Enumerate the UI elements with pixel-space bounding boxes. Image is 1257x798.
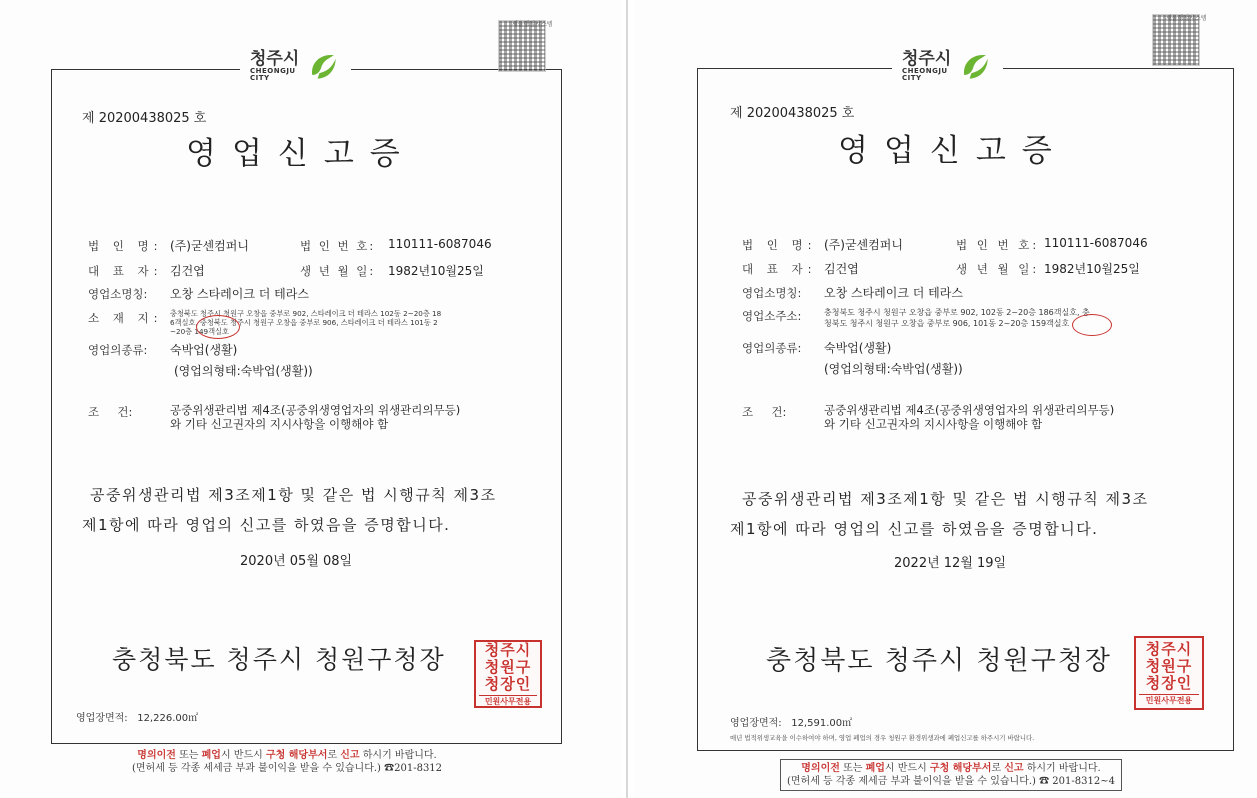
logo-english-1: CHEONGJU <box>902 67 948 75</box>
seal-line-1: 청주시 <box>1145 639 1193 658</box>
biz-name-label: 영업소명칭: <box>88 287 148 301</box>
issue-date: 2022년 12월 19일 <box>894 556 1007 571</box>
qr-label: 새올행정시스템 <box>512 21 553 28</box>
corp-name-value: (주)굳센컴퍼니 <box>824 238 903 252</box>
biz-name-label: 영업소명칭: <box>742 286 802 300</box>
corp-no-value: 110111-6087046 <box>388 237 492 251</box>
footer-line-2: (면허세 등 각종 세세금 부과 불이익을 받을 수 있습니다.) ☎201-8312 <box>132 763 443 774</box>
rep-value: 김건엽 <box>170 264 205 278</box>
cheongju-logo <box>240 48 351 84</box>
business-type-value: 숙박업(생활) <box>170 343 238 357</box>
seal-bottom: 민원사무전용 <box>1139 694 1198 706</box>
certification-line-2: 제1항에 따라 영업의 신고를 하였음을 증명합니다. <box>730 520 1099 538</box>
hygiene-education-notice: 매년 법적위생교육을 이수하여야 하며, 영업 폐업의 경우 청원구 환경위생과에 폐업신고를 하주시기 바랍니다. <box>730 734 1035 742</box>
logo-english-1: CHEONGJU <box>250 67 296 75</box>
corp-name-value: (주)굳센컴퍼니 <box>170 239 249 253</box>
logo-english-2: CITY <box>250 74 270 82</box>
page-divider <box>626 0 628 798</box>
seal-line-2: 청원구 <box>1145 656 1193 675</box>
condition-label: 조 건: <box>88 405 133 419</box>
business-type-label: 영업의종류: <box>88 343 148 357</box>
business-type-label: 영업의종류: <box>742 341 802 355</box>
business-form-value: (영업의형태:숙박업(생활)) <box>824 362 963 376</box>
seal-bottom: 민원사무전용 <box>479 695 537 707</box>
seal-line-3: 청장인 <box>1145 673 1193 692</box>
issuer-name: 충청북도 청주시 청원구청장 <box>112 645 446 674</box>
condition-line-1: 공중위생관리법 제4조(공중위생영업자의 위생관리의무등) <box>824 403 1115 417</box>
certificate-page-left <box>0 0 622 798</box>
official-seal <box>1134 636 1204 710</box>
certification-line-1: 공중위생관리법 제3조제1항 및 같은 법 시행규칙 제3조 <box>742 490 1149 508</box>
footer-notice <box>780 759 1122 791</box>
qr-label: 새올행정시스템 <box>1166 15 1207 22</box>
cheongju-logo <box>892 48 1003 84</box>
certification-line-2: 제1항에 따라 영업의 신고를 하였음을 증명합니다. <box>82 516 451 534</box>
room-count-circle <box>1072 314 1112 336</box>
business-area: 영업장면적: 12,226.00㎡ <box>76 713 199 724</box>
corp-no-label: 법 인 번 호: <box>956 238 1040 252</box>
address-line-1: 충청북도 청주시 청원구 오창읍 중부로 902, 102동 2~20층 186객실호, 충 <box>824 308 1090 317</box>
corp-name-label: 법 인 명: <box>88 239 163 253</box>
birth-value: 1982년10월25일 <box>1044 262 1140 276</box>
business-area: 영업장면적: 12,591.00㎡ <box>730 718 853 729</box>
address-label: 영업소주소: <box>742 309 802 323</box>
official-seal <box>474 640 542 708</box>
issue-date: 2020년 05월 08일 <box>240 554 353 569</box>
footer-line-2: (면허세 등 각종 제세금 부과 불이익을 받을 수 있습니다.) ☎ 201-8312~4 <box>787 776 1115 787</box>
logo-english-2: CITY <box>902 74 922 82</box>
address-line-3: ~20층 149객실호 <box>170 327 229 336</box>
birth-label: 생 년 월 일: <box>300 264 376 278</box>
seal-line-2: 청원구 <box>484 657 532 676</box>
seal-line-3: 청장인 <box>484 674 532 693</box>
issuer-name: 충청북도 청주시 청원구청장 <box>766 646 1112 676</box>
cheongju-leaf-icon <box>957 48 993 84</box>
condition-line-2: 와 기타 신고권자의 지시사항을 이행해야 함 <box>824 417 1043 431</box>
birth-label: 생 년 월 일: <box>956 262 1040 276</box>
document-title: 영업신고증 <box>838 133 1068 169</box>
condition-line-2: 와 기타 신고권자의 지시사항을 이행해야 함 <box>170 417 389 431</box>
condition-label: 조 건: <box>742 405 787 419</box>
address-line-1: 충청북도 청주시 청원구 오창읍 중부로 902, 스타레이크 더 테라스 102동 2~20층 18 <box>170 309 442 318</box>
rep-label: 대 표 자: <box>742 262 817 276</box>
certification-line-1: 공중위생관리법 제3조제1항 및 같은 법 시행규칙 제3조 <box>90 486 497 504</box>
biz-name-value: 오창 스타레이크 더 테라스 <box>170 287 309 301</box>
logo-korean: 청주시 <box>250 49 300 69</box>
certificate-page-right <box>634 0 1257 798</box>
document-number: 제 20200438025 호 <box>82 111 207 126</box>
biz-name-value: 오창 스타레이크 더 테라스 <box>824 286 963 300</box>
business-form-value: (영업의형태:숙박업(생활)) <box>174 364 313 378</box>
birth-value: 1982년10월25일 <box>388 264 484 278</box>
room-count-circle <box>196 315 240 339</box>
cheongju-leaf-icon <box>305 48 341 84</box>
rep-value: 김건엽 <box>824 262 859 276</box>
footer-line-1: 명의이전 또는 폐업시 반드시 구청 해당부서로 신고 하시기 바랍니다. <box>801 763 1101 774</box>
address-line-2: 청북도 청주시 청원구 오창읍 중부로 906, 101동 2~20층 159객실호 <box>824 319 1070 328</box>
corp-no-value: 110111-6087046 <box>1044 236 1148 250</box>
address-label: 소 재 지: <box>88 311 163 325</box>
corp-name-label: 법 인 명: <box>742 238 817 252</box>
footer-line-1: 명의이전 또는 폐업시 반드시 구청 해당부서로 신고 하시기 바랍니다. <box>137 750 437 761</box>
seal-line-1: 청주시 <box>484 640 532 659</box>
document-number: 제 20200438025 호 <box>730 106 855 121</box>
address-line-2: 6객실호, 충청북도 청주시 청원구 오창읍 중부로 906, 스타레이크 더 테라스 101동 2 <box>170 318 438 327</box>
footer-notice <box>132 749 442 775</box>
document-title: 영업신고증 <box>186 136 416 172</box>
corp-no-label: 법 인 번 호: <box>300 239 376 253</box>
logo-korean: 청주시 <box>902 49 952 69</box>
rep-label: 대 표 자: <box>88 264 163 278</box>
condition-line-1: 공중위생관리법 제4조(공중위생영업자의 위생관리의무등) <box>170 403 461 417</box>
business-type-value: 숙박업(생활) <box>824 341 892 355</box>
